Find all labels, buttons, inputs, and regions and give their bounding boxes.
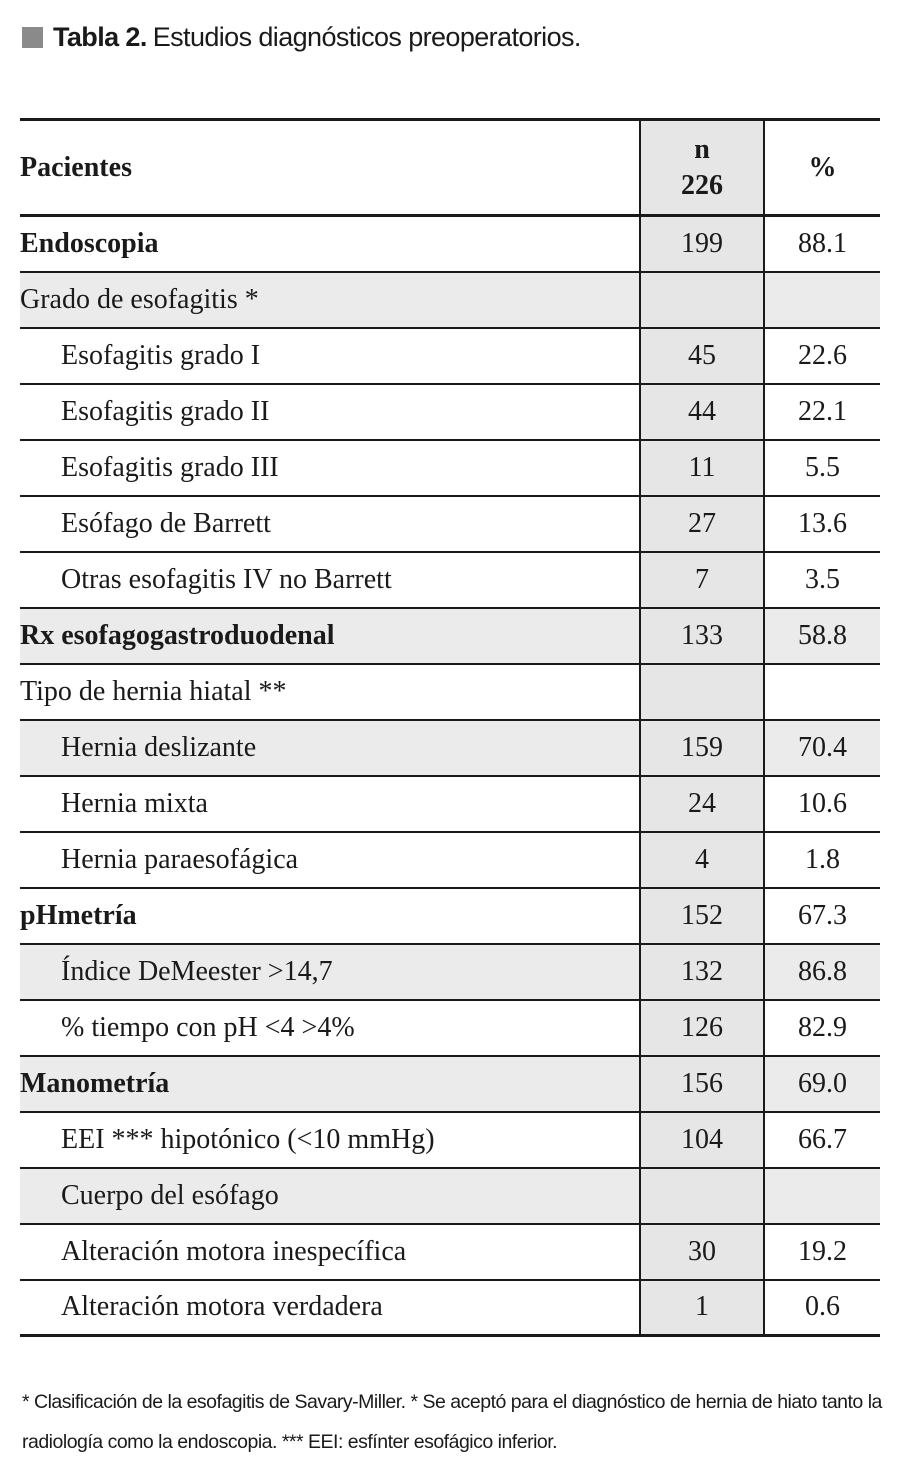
row-label: Alteración motora verdadera bbox=[20, 1280, 640, 1336]
percent-cell: 82.9 bbox=[764, 1000, 880, 1056]
table-row bbox=[20, 328, 880, 384]
count-cell: 44 bbox=[640, 384, 764, 440]
row-label: EEI *** hipotónico (<10 mmHg) bbox=[20, 1112, 640, 1168]
row-label: Hernia deslizante bbox=[20, 720, 640, 776]
table-row bbox=[20, 776, 880, 832]
row-label: Cuerpo del esófago bbox=[20, 1168, 640, 1224]
row-label: Otras esofagitis IV no Barrett bbox=[20, 552, 640, 608]
row-label: Grado de esofagitis * bbox=[20, 272, 640, 328]
percent-cell: 86.8 bbox=[764, 944, 880, 1000]
table-row bbox=[20, 1112, 880, 1168]
table-header-row bbox=[20, 120, 880, 216]
table-row bbox=[20, 1224, 880, 1280]
count-cell: 132 bbox=[640, 944, 764, 1000]
caption-label: Tabla 2. bbox=[53, 22, 147, 52]
table-row bbox=[20, 1168, 880, 1224]
count-cell: 133 bbox=[640, 608, 764, 664]
percent-cell: 5.5 bbox=[764, 440, 880, 496]
table-row bbox=[20, 272, 880, 328]
count-cell bbox=[640, 1168, 764, 1224]
count-cell: 27 bbox=[640, 496, 764, 552]
count-cell: 156 bbox=[640, 1056, 764, 1112]
row-label: Alteración motora inespecífica bbox=[20, 1224, 640, 1280]
table-row bbox=[20, 552, 880, 608]
header-n-label: n bbox=[694, 133, 710, 165]
row-label: Esófago de Barrett bbox=[20, 496, 640, 552]
row-label: Tipo de hernia hiatal ** bbox=[20, 664, 640, 720]
count-cell: 7 bbox=[640, 552, 764, 608]
percent-cell: 88.1 bbox=[764, 216, 880, 272]
section-label: Endoscopia bbox=[20, 216, 640, 272]
percent-cell: 58.8 bbox=[764, 608, 880, 664]
percent-cell bbox=[764, 272, 880, 328]
row-label: Esofagitis grado III bbox=[20, 440, 640, 496]
percent-cell: 22.6 bbox=[764, 328, 880, 384]
header-patients: Pacientes bbox=[20, 120, 640, 216]
header-percent: % bbox=[764, 120, 880, 216]
percent-cell: 13.6 bbox=[764, 496, 880, 552]
count-cell: 11 bbox=[640, 440, 764, 496]
table-row bbox=[20, 888, 880, 944]
row-label: Índice DeMeester >14,7 bbox=[20, 944, 640, 1000]
count-cell: 45 bbox=[640, 328, 764, 384]
table-row bbox=[20, 832, 880, 888]
percent-cell: 67.3 bbox=[764, 888, 880, 944]
table-row bbox=[20, 1000, 880, 1056]
percent-cell: 0.6 bbox=[764, 1280, 880, 1336]
header-n bbox=[640, 120, 764, 216]
percent-cell: 10.6 bbox=[764, 776, 880, 832]
diagnostic-studies-table bbox=[20, 118, 880, 1337]
count-cell: 1 bbox=[640, 1280, 764, 1336]
percent-cell: 22.1 bbox=[764, 384, 880, 440]
count-cell: 199 bbox=[640, 216, 764, 272]
row-label: Esofagitis grado II bbox=[20, 384, 640, 440]
count-cell: 152 bbox=[640, 888, 764, 944]
table-row bbox=[20, 216, 880, 272]
table-row bbox=[20, 1056, 880, 1112]
section-label: pHmetría bbox=[20, 888, 640, 944]
table-row bbox=[20, 384, 880, 440]
percent-cell: 66.7 bbox=[764, 1112, 880, 1168]
count-cell: 30 bbox=[640, 1224, 764, 1280]
table-row bbox=[20, 440, 880, 496]
table-row bbox=[20, 944, 880, 1000]
count-cell bbox=[640, 272, 764, 328]
table-row bbox=[20, 608, 880, 664]
caption-square-icon bbox=[22, 27, 43, 48]
percent-cell bbox=[764, 664, 880, 720]
count-cell: 159 bbox=[640, 720, 764, 776]
table-body bbox=[20, 216, 880, 1336]
row-label: % tiempo con pH <4 >4% bbox=[20, 1000, 640, 1056]
percent-cell: 1.8 bbox=[764, 832, 880, 888]
row-label: Hernia mixta bbox=[20, 776, 640, 832]
count-cell: 24 bbox=[640, 776, 764, 832]
percent-cell: 19.2 bbox=[764, 1224, 880, 1280]
row-label: Esofagitis grado I bbox=[20, 328, 640, 384]
header-n-total: 226 bbox=[681, 169, 723, 201]
count-cell: 126 bbox=[640, 1000, 764, 1056]
table-row bbox=[20, 1280, 880, 1336]
table-caption bbox=[22, 22, 581, 53]
table-row bbox=[20, 720, 880, 776]
table-footnote: * Clasificación de la esofagitis de Savary-Miller. * Se aceptó para el diagnóstico de hernia de hiato tanto la radiología como la endoscopia. *** EEI: esfínter esofágico inferior. bbox=[22, 1391, 882, 1453]
section-label: Manometría bbox=[20, 1056, 640, 1112]
table-row bbox=[20, 496, 880, 552]
percent-cell: 3.5 bbox=[764, 552, 880, 608]
percent-cell: 70.4 bbox=[764, 720, 880, 776]
count-cell: 4 bbox=[640, 832, 764, 888]
count-cell bbox=[640, 664, 764, 720]
caption-text: Estudios diagnósticos preoperatorios. bbox=[152, 22, 581, 52]
table-row bbox=[20, 664, 880, 720]
percent-cell: 69.0 bbox=[764, 1056, 880, 1112]
percent-cell bbox=[764, 1168, 880, 1224]
section-label: Rx esofagogastroduodenal bbox=[20, 608, 640, 664]
count-cell: 104 bbox=[640, 1112, 764, 1168]
row-label: Hernia paraesofágica bbox=[20, 832, 640, 888]
